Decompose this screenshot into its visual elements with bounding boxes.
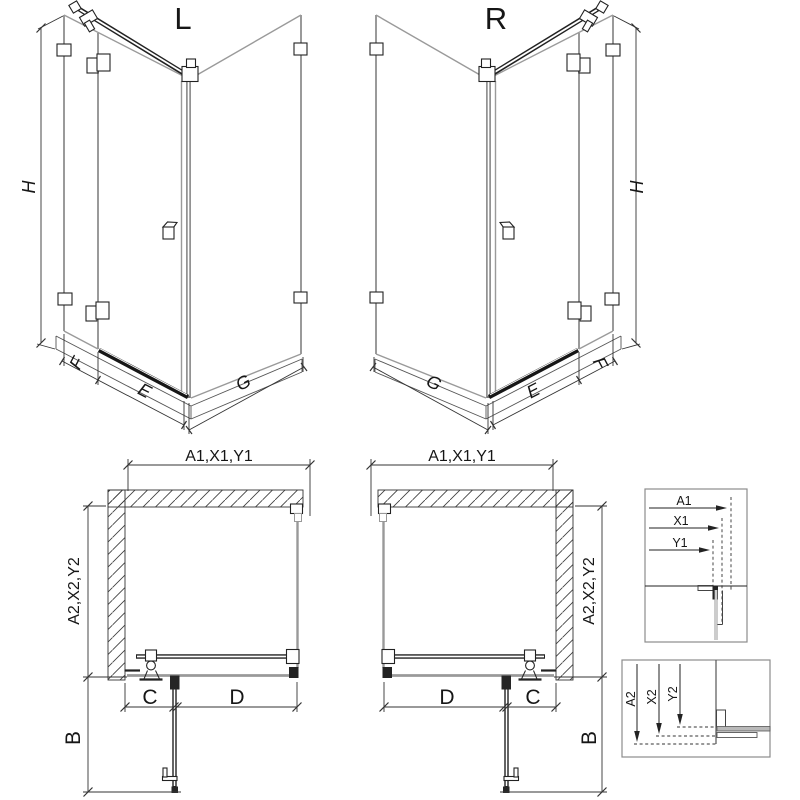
dim-label-h-right: H	[627, 180, 647, 194]
dim-label-f-left: F	[65, 353, 89, 373]
iso-left-title: L	[174, 1, 192, 36]
profile-section-bottom	[717, 710, 771, 738]
dim-label-f-right: F	[588, 353, 612, 373]
detail-a1-label: A1	[676, 494, 692, 508]
plan-right-width-label: A1,X1,Y1	[428, 448, 496, 465]
detail-box-width	[645, 489, 747, 642]
dim-label-h-left: H	[19, 180, 39, 194]
detail-y2-label: Y2	[666, 686, 680, 702]
detail-a2-label: A2	[624, 691, 638, 707]
dim-label-g-right: G	[422, 370, 445, 395]
plan-right-structure	[379, 504, 557, 793]
plan-left-structure	[125, 504, 303, 793]
open-door-plan	[163, 676, 180, 794]
plan-left-depth-label: A2,X2,Y2	[66, 557, 83, 625]
plan-right-c-label: C	[525, 686, 541, 709]
dim-label-e-left: E	[134, 379, 155, 403]
dim-label-e-right: E	[523, 379, 544, 403]
detail-x1-label: X1	[673, 514, 689, 528]
plan-left-walls	[108, 490, 303, 680]
front-dimension-lines	[60, 334, 187, 430]
plan-left-swing-label: B	[62, 730, 85, 746]
detail-y1-label: Y1	[672, 536, 688, 550]
iso-right-title: R	[484, 1, 508, 36]
plan-right-walls	[378, 490, 573, 680]
plan-right-depth-label: A2,X2,Y2	[581, 557, 598, 625]
plan-left-c-label: C	[142, 686, 158, 709]
plan-right-swing-label: B	[578, 730, 601, 746]
profile-section-top	[698, 586, 723, 641]
plan-left-width-label: A1,X1,Y1	[185, 448, 253, 465]
door-handle-knob	[163, 222, 177, 239]
detail-box-depth	[622, 660, 770, 757]
detail-x2-label: X2	[645, 689, 659, 705]
plan-left-d-label: D	[229, 686, 245, 709]
dim-label-g-left: G	[232, 370, 255, 395]
plan-right-d-label: D	[439, 686, 455, 709]
